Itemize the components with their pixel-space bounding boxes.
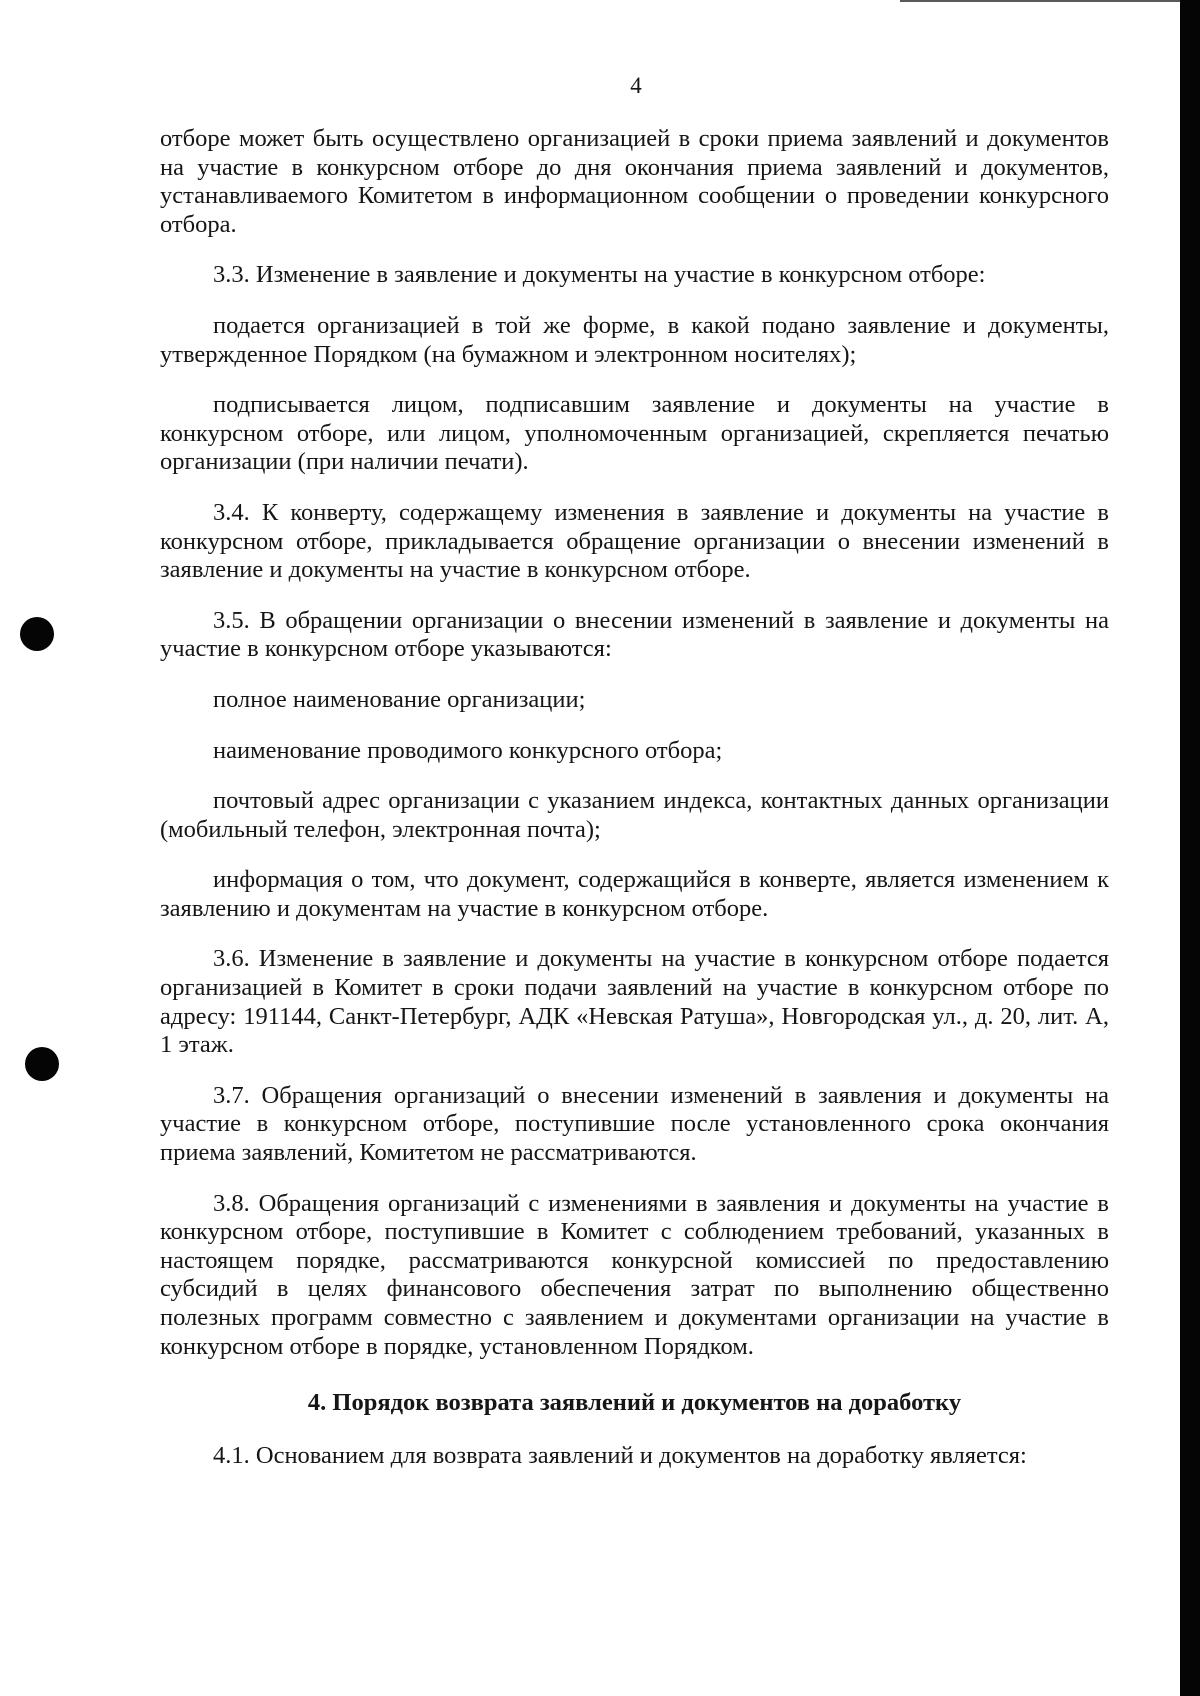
document-body bbox=[160, 125, 1109, 1492]
paragraph-3-3-item-signature: подписывается лицом, подписавшим заявление и документы на участие в конкурсном отборе, или лицом, уполномоченным организацией, скрепляется печатью организации (при наличии печати). bbox=[160, 391, 1109, 476]
paragraph-3-3: 3.3. Изменение в заявление и документы на участие в конкурсном отборе: bbox=[213, 261, 986, 289]
scan-page-edge-top bbox=[900, 0, 1180, 2]
paragraph-3-5: 3.5. В обращении организации о внесении изменений в заявление и документы на участие в конкурсном отборе указываются: bbox=[160, 606, 1109, 663]
scan-page-edge bbox=[1180, 0, 1200, 1696]
paragraph-3-7: 3.7. Обращения организаций о внесении изменений в заявления и документы на участие в конкурсном отборе, поступившие после установленного срока окончания приема заявлений, Комитетом не рассматриваются. bbox=[160, 1081, 1109, 1167]
paragraph-3-4: 3.4. К конверту, содержащему изменения в заявление и документы на участие в конкурсном отборе, прикладывается обращение организации о внесении изменений в заявление и документы на участие в конкурсном отборе. bbox=[160, 498, 1109, 584]
punch-hole-mark bbox=[20, 617, 54, 651]
paragraph-3-5-item-address: почтовый адрес организации с указанием индекса, контактных данных организации (мобильный телефон, электронная почта); bbox=[160, 787, 1109, 843]
page-number: 4 bbox=[630, 73, 642, 98]
paragraph-3-3-item-form: подается организацией в той же форме, в какой подано заявление и документы, утвержденное Порядком (на бумажном и электронном носителях); bbox=[160, 311, 1109, 368]
paragraph-3-8: 3.8. Обращения организаций с изменениями в заявления и документы на участие в конкурсном отборе, поступившие в Комитет с соблюдением требований, указанных в настоящем порядке, рассматриваются конкурсной комиссией по предоставлению субсидий в целях финансового обеспечения затрат по выполнению общественно полезных программ совместно с заявлением и документами организации на участие в конкурсном отборе в порядке, установленном Порядком. bbox=[160, 1189, 1109, 1360]
paragraph-3-5-item-info: информация о том, что документ, содержащийся в конверте, является изменением к заявлению и документам на участие в конкурсном отборе. bbox=[160, 866, 1109, 922]
paragraph-3-5-item-selection: наименование проводимого конкурсного отбора; bbox=[213, 736, 723, 764]
section-4-heading: 4. Порядок возврата заявлений и документов на доработку bbox=[307, 1389, 962, 1417]
paragraph-3-5-item-name: полное наименование организации; bbox=[213, 685, 586, 713]
paragraph-4-1: 4.1. Основанием для возврата заявлений и документов на доработку является: bbox=[213, 1441, 1027, 1469]
paragraph-continuation: отборе может быть осуществлено организацией в сроки приема заявлений и документов на участие в конкурсном отборе до дня окончания приема заявлений и документов, устанавливаемого Комитетом в информационном сообщении о проведении конкурсного отбора. bbox=[160, 125, 1109, 238]
paragraph-3-6: 3.6. Изменение в заявление и документы на участие в конкурсном отборе подается организацией в Комитет в сроки подачи заявлений на участие в конкурсном отборе по адресу: 191144, Санкт-Петербург, АДК «Невская Ратуша», Новгородская ул., д. 20, лит. А, 1 этаж. bbox=[160, 945, 1109, 1059]
punch-hole-mark bbox=[25, 1047, 59, 1081]
